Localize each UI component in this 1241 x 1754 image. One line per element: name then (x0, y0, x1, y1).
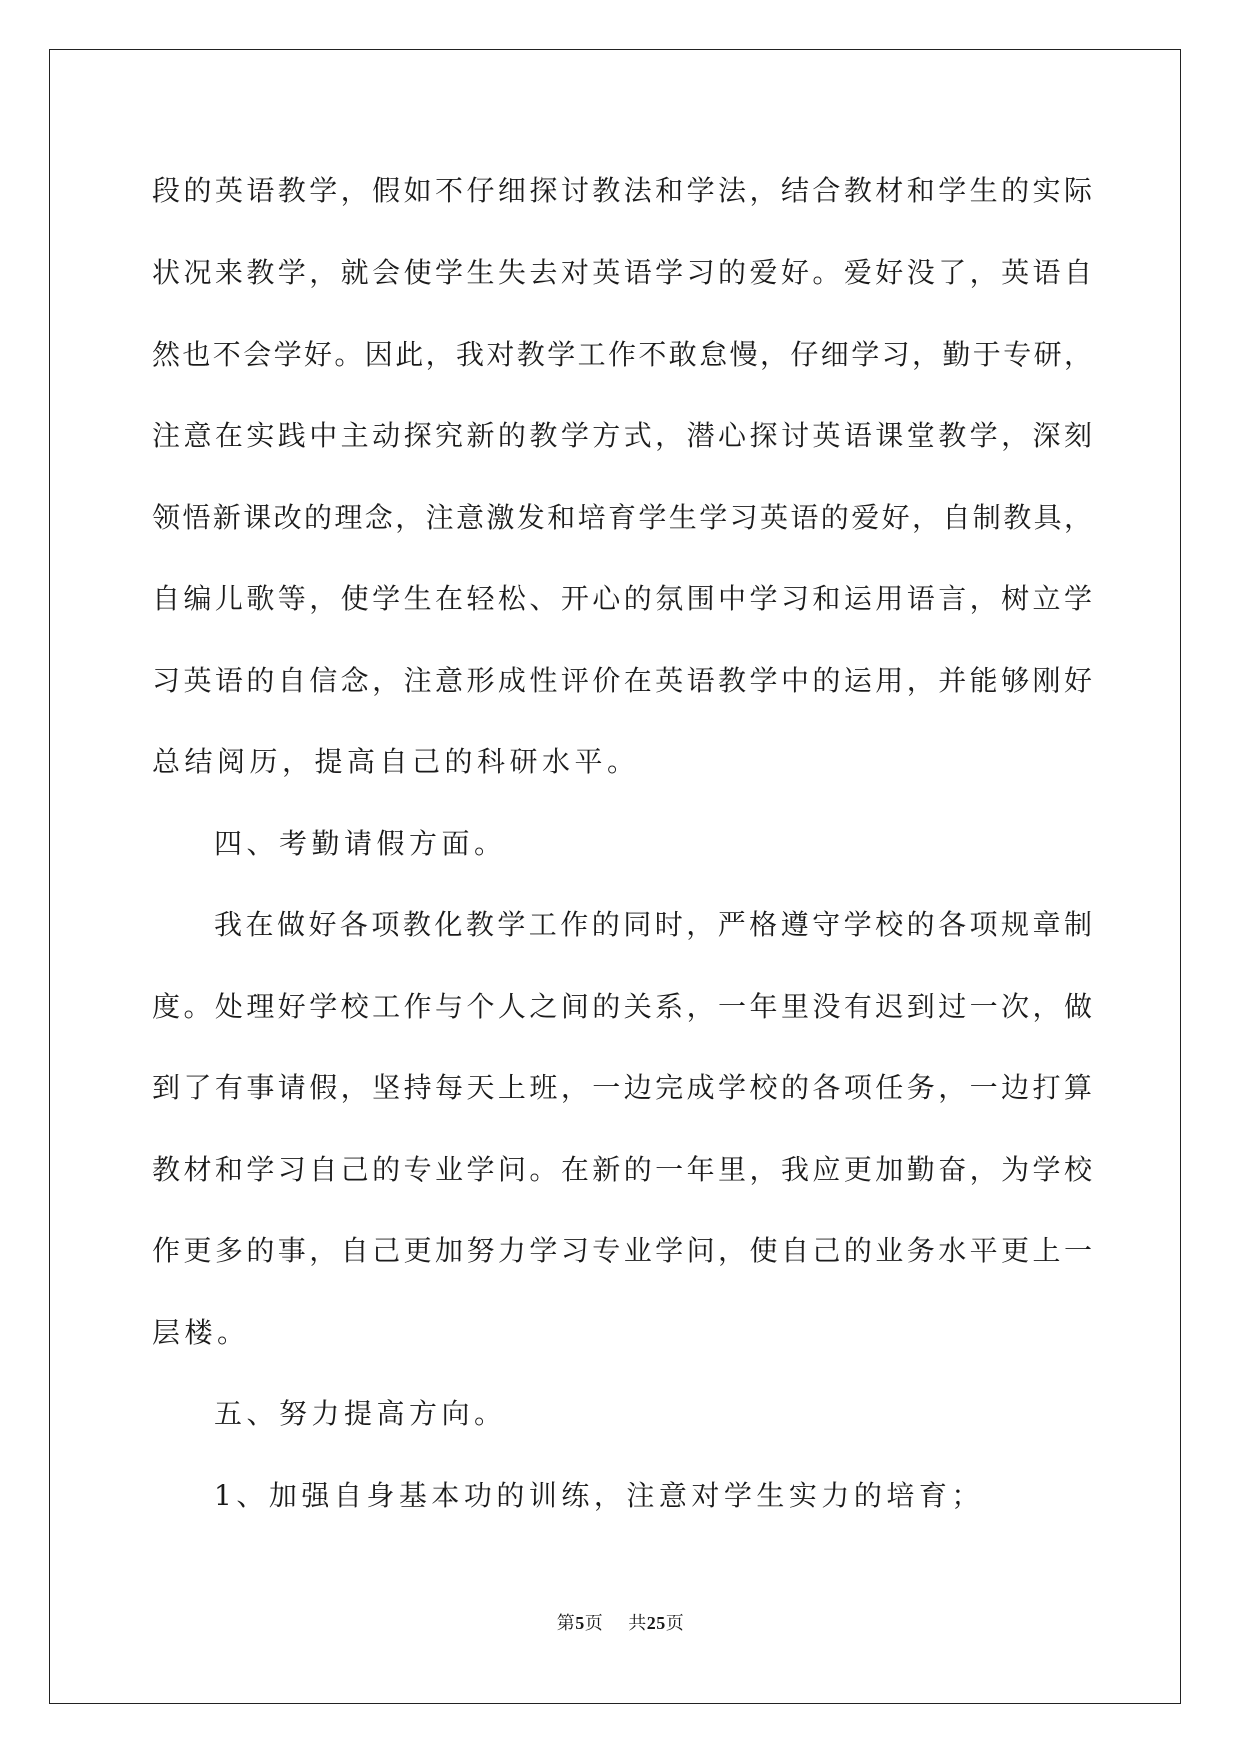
body-line-15: 层楼。 (152, 1316, 250, 1349)
body-line-7: 习英语的自信念，注意形成性评价在英语教学中的运用，并能够刚好 (152, 664, 1092, 697)
body-line-10: 我在做好各项教化教学工作的同时，严格遵守学校的各项规章制 (214, 908, 1092, 941)
section-heading-attendance: 四、考勤请假方面。 (214, 827, 507, 860)
section-heading-improvement: 五、努力提高方向。 (214, 1397, 507, 1430)
body-line-14: 作更多的事，自己更加努力学习专业学问，使自己的业务水平更上一 (152, 1234, 1092, 1267)
page-footer (0, 1612, 1241, 1635)
footer-total-number: 25 (646, 1613, 666, 1633)
footer-page-number: 5 (575, 1613, 585, 1633)
footer-total-prefix: 共 (628, 1613, 647, 1634)
body-line-11: 度。处理好学校工作与个人之间的关系，一年里没有迟到过一次，做 (152, 990, 1092, 1023)
footer-page-suffix: 页 (584, 1613, 604, 1634)
body-line-12: 到了有事请假，坚持每天上班，一边完成学校的各项任务，一边打算 (152, 1071, 1092, 1104)
body-line-6: 自编儿歌等，使学生在轻松、开心的氛围中学习和运用语言，树立学 (152, 582, 1092, 615)
list-item-1: 1、加强自身基本功的训练，注意对学生实力的培育； (214, 1479, 984, 1512)
page-border (49, 49, 1181, 1704)
body-line-3: 然也不会学好。因此，我对教学工作不敢怠慢，仔细学习，勤于专研， (152, 338, 1092, 371)
body-line-4: 注意在实践中主动探究新的教学方式，潜心探讨英语课堂教学，深刻 (152, 419, 1092, 452)
body-line-1: 段的英语教学，假如不仔细探讨教法和学法，结合教材和学生的实际 (152, 174, 1092, 207)
body-line-13: 教材和学习自己的专业学问。在新的一年里，我应更加勤奋，为学校 (152, 1153, 1092, 1186)
body-line-5: 领悟新课改的理念，注意激发和培育学生学习英语的爱好，自制教具， (152, 501, 1092, 534)
footer-total-suffix: 页 (665, 1613, 685, 1634)
body-line-8: 总结阅历，提高自己的科研水平。 (152, 745, 640, 778)
body-line-2: 状况来教学，就会使学生失去对英语学习的爱好。爱好没了，英语自 (152, 256, 1092, 289)
footer-page-prefix: 第 (556, 1613, 576, 1634)
